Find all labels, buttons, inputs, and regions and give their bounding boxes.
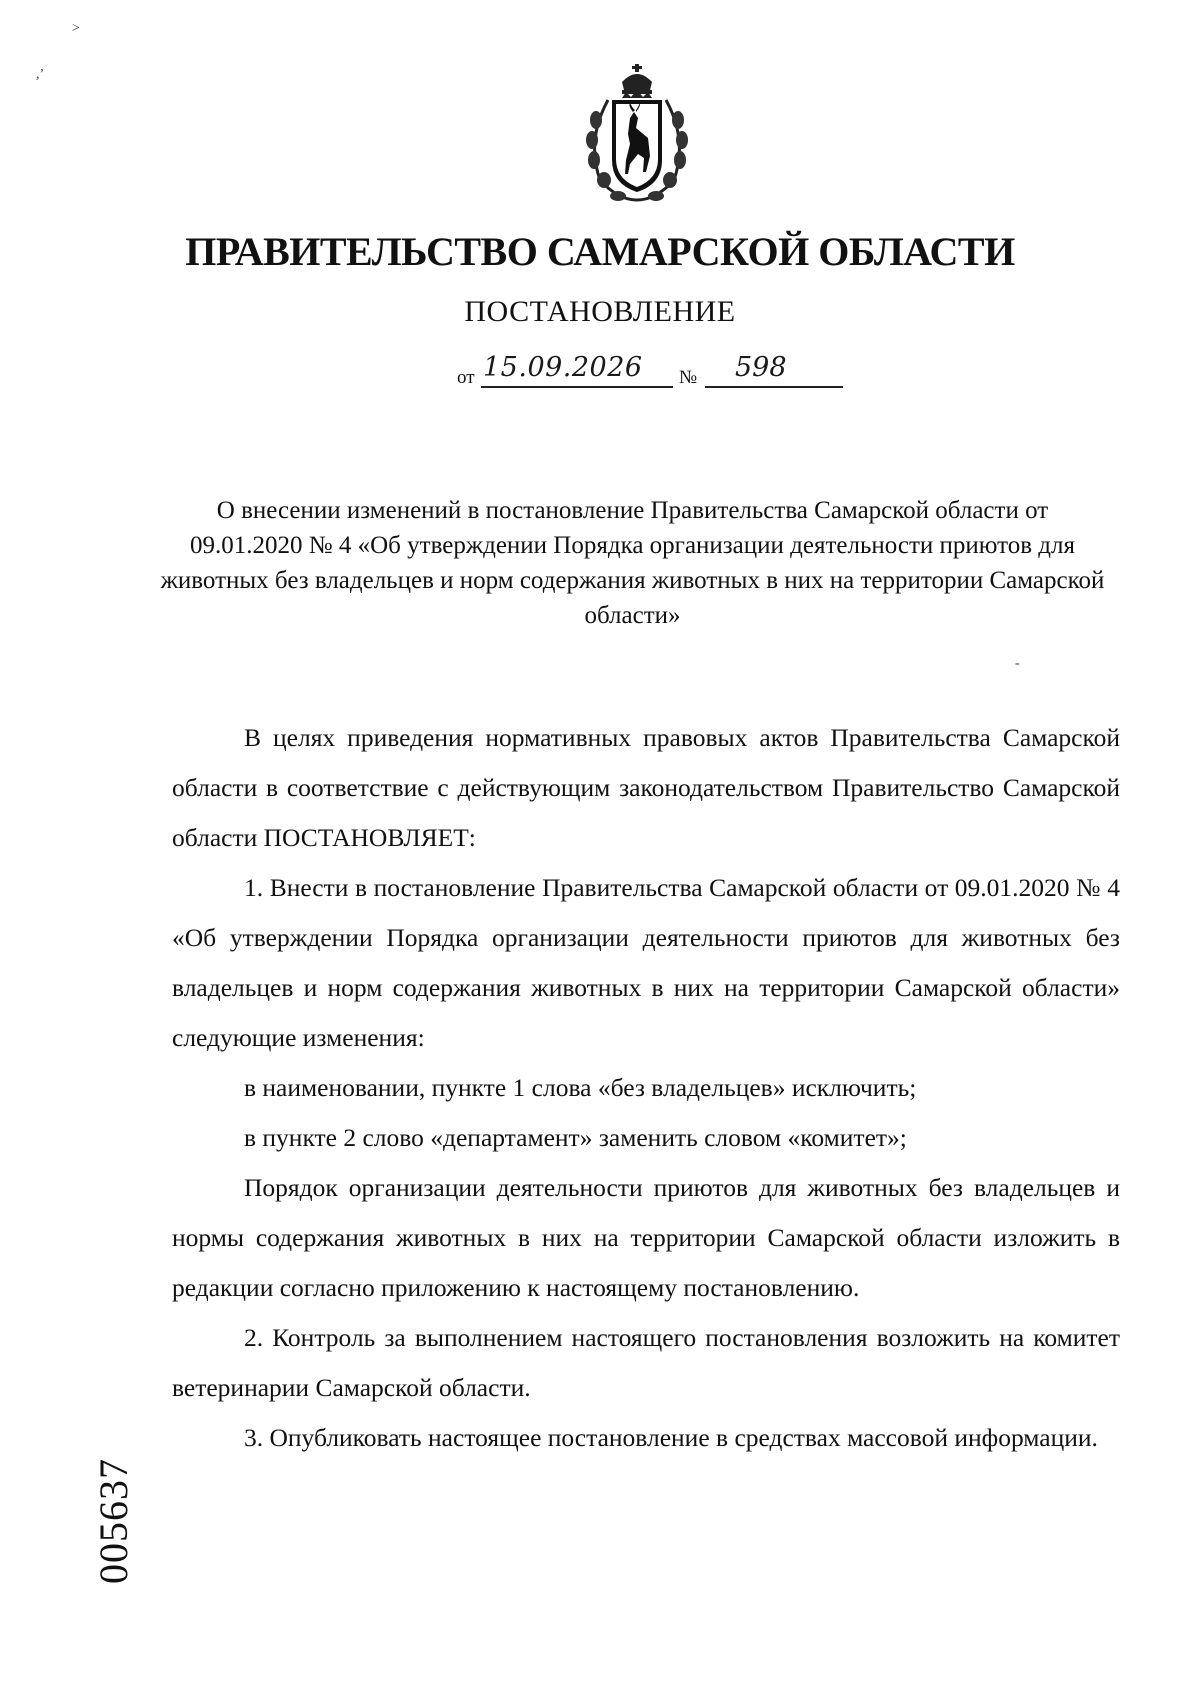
item-1-change-b: в пункте 2 слово «департамент» заменить словом «комитет»;: [244, 1123, 907, 1152]
document-kind: ПОСТАНОВЛЕНИЕ: [464, 295, 736, 328]
handwritten-number: 598: [735, 352, 787, 383]
organization-title: ПРАВИТЕЛЬСТВО САМАРСКОЙ ОБЛАСТИ: [185, 229, 1015, 274]
item-1-paragraph: 1. Внести в постановление Правительства Самарской области от 09.01.2020 № 4 «Об утверждении Порядка организации деятельности приютов для животных без владельцев и норм содержания животных в них на территории Самарской области» следующие изменения:: [172, 873, 1120, 1052]
scan-speck: ˃: [72, 21, 80, 36]
item-3-paragraph: 3. Опубликовать настоящее постановление в средствах массовой информации.: [244, 1423, 1098, 1452]
date-prefix: от: [457, 367, 475, 388]
scan-speck: ,ʼ: [36, 67, 45, 82]
date-underline: [481, 386, 673, 388]
side-registration-number: 005637: [91, 1458, 136, 1584]
scan-speck: -: [1015, 656, 1020, 671]
handwritten-date: 15.09.2026: [483, 352, 643, 383]
preamble-paragraph: В целях приведения нормативных правовых актов Правительства Самарской области в соответствие с действующим законодательством Правительство Самарской области ПОСТАНОВЛЯЕТ:: [172, 723, 1120, 852]
item-1-change-a: в наименовании, пункте 1 слова «без владельцев» исключить;: [244, 1073, 917, 1102]
document-subject: О внесении изменений в постановление Правительства Самарской области от 09.01.2020 № 4 «Об утверждении Порядка организации деятельности приютов для животных без владельцев и норм содержания животных в них на территории Самарской области»: [160, 497, 1105, 629]
item-2-paragraph: 2. Контроль за выполнением настоящего постановления возложить на комитет ветеринарии Самарской области.: [172, 1323, 1120, 1402]
number-prefix: №: [679, 367, 698, 388]
number-underline: [705, 386, 843, 388]
item-1-change-c: Порядок организации деятельности приютов для животных без владельцев и нормы содержания животных в них на территории Самарской области изложить в редакции согласно приложению к настоящему постановлению.: [172, 1173, 1120, 1302]
document-body: [172, 713, 1120, 1463]
samara-coat-of-arms-icon: [578, 60, 696, 210]
date-number-line: [457, 352, 847, 388]
